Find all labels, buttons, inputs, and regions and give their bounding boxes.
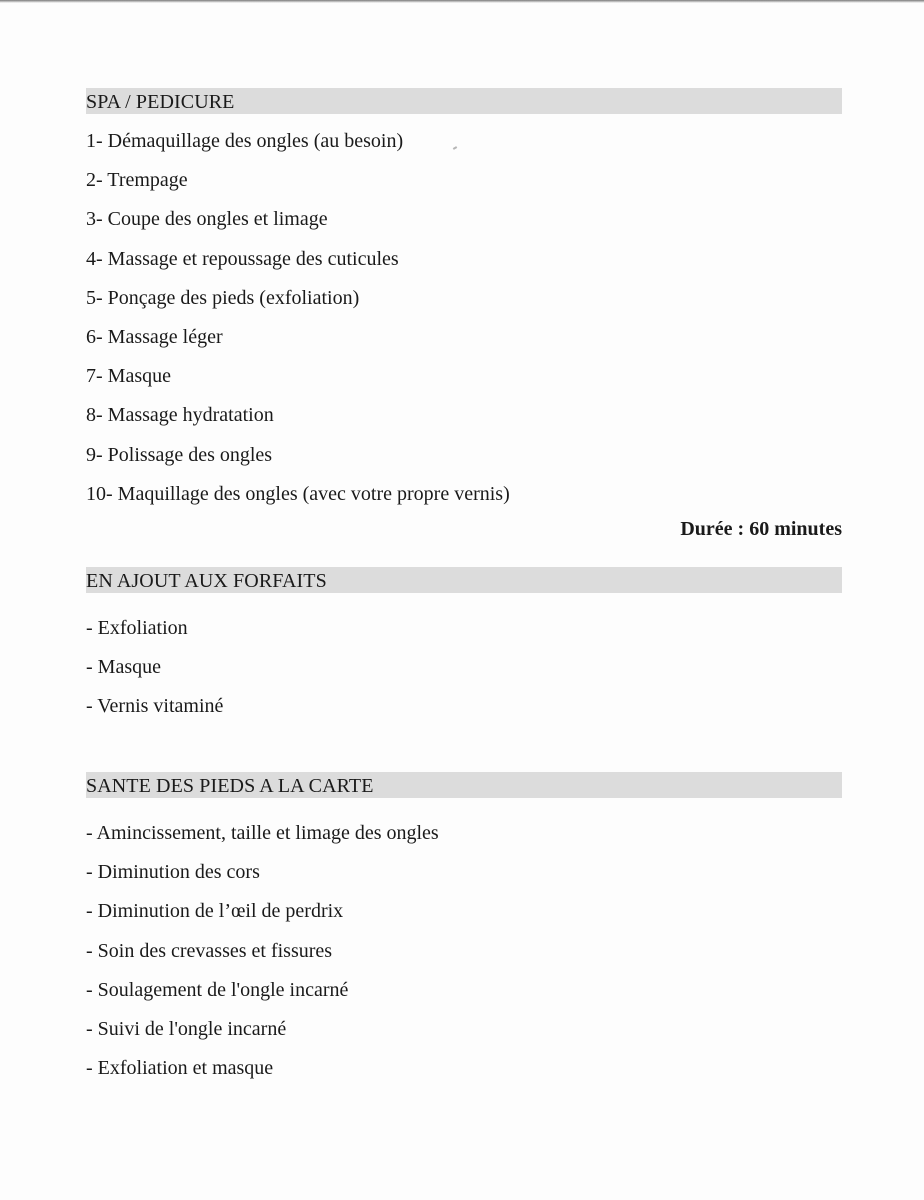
section-header-spa-pedicure: SPA / PEDICURE <box>86 88 842 114</box>
section-header-addons: EN AJOUT AUX FORFAITS <box>86 567 842 593</box>
list-item: - Diminution des cors <box>86 861 260 884</box>
list-item: 10- Maquillage des ongles (avec votre propre vernis) <box>86 482 510 505</box>
list-item: 6- Massage léger <box>86 325 223 348</box>
list-item: - Diminution de l’œil de perdrix <box>86 900 344 923</box>
addons-list <box>86 609 223 727</box>
list-item: 1- Démaquillage des ongles (au besoin) <box>86 130 404 152</box>
spa-steps-list <box>86 122 510 514</box>
list-item: 5- Ponçage des pieds (exfoliation) <box>86 286 360 309</box>
duration-label: Durée : 60 minutes <box>680 518 842 540</box>
list-item: - Vernis vitaminé <box>86 695 224 718</box>
list-item: 8- Massage hydratation <box>86 404 274 427</box>
list-item: 7- Masque <box>86 365 171 388</box>
list-item: 4- Massage et repoussage des cuticules <box>86 247 399 270</box>
list-item: 2- Trempage <box>86 169 188 192</box>
list-item: 3- Coupe des ongles et limage <box>86 208 328 231</box>
foot-health-list <box>86 814 439 1088</box>
list-item: 9- Polissage des ongles <box>86 443 273 466</box>
scan-edge <box>0 0 924 3</box>
list-item: - Soulagement de l'ongle incarné <box>86 978 349 1001</box>
list-item: - Exfoliation <box>86 617 188 639</box>
section-header-foot-health: SANTE DES PIEDS A LA CARTE <box>86 772 842 798</box>
list-item: - Masque <box>86 656 161 679</box>
list-item: - Suivi de l'ongle incarné <box>86 1017 287 1040</box>
list-item: - Amincissement, taille et limage des ongles <box>86 822 439 844</box>
list-item: - Exfoliation et masque <box>86 1057 274 1080</box>
list-item: - Soin des crevasses et fissures <box>86 939 333 962</box>
